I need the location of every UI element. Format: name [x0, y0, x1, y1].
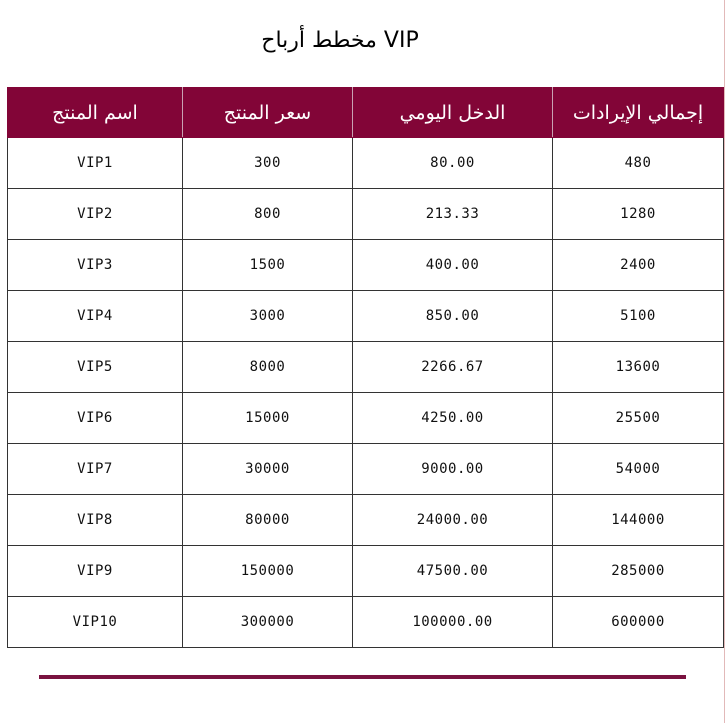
table-row: [8, 342, 724, 393]
cell-daily-income: 850.00: [353, 291, 553, 342]
cell-daily-income: 24000.00: [353, 495, 553, 546]
cell-product-name: VIP4: [8, 291, 183, 342]
table-row: [8, 291, 724, 342]
table-row: [8, 495, 724, 546]
cell-daily-income: 9000.00: [353, 444, 553, 495]
table-row: [8, 189, 724, 240]
cell-daily-income: 400.00: [353, 240, 553, 291]
cell-daily-income: 4250.00: [353, 393, 553, 444]
cell-product-price: 800: [183, 189, 353, 240]
frame-border: [724, 0, 725, 723]
header-product-price: سعر المنتج: [183, 88, 353, 138]
cell-product-name: VIP2: [8, 189, 183, 240]
cell-product-name: VIP6: [8, 393, 183, 444]
cell-total-revenue: 5100: [553, 291, 724, 342]
vip-profit-table: [7, 87, 724, 648]
bottom-divider: [39, 675, 686, 679]
table-row: [8, 138, 724, 189]
cell-product-price: 3000: [183, 291, 353, 342]
cell-product-price: 150000: [183, 546, 353, 597]
table-row: [8, 240, 724, 291]
cell-product-price: 8000: [183, 342, 353, 393]
cell-total-revenue: 144000: [553, 495, 724, 546]
cell-product-name: VIP7: [8, 444, 183, 495]
cell-daily-income: 2266.67: [353, 342, 553, 393]
cell-daily-income: 100000.00: [353, 597, 553, 648]
cell-product-name: VIP3: [8, 240, 183, 291]
cell-product-name: VIP10: [8, 597, 183, 648]
table-row: [8, 444, 724, 495]
cell-product-price: 15000: [183, 393, 353, 444]
cell-total-revenue: 1280: [553, 189, 724, 240]
cell-total-revenue: 600000: [553, 597, 724, 648]
cell-product-name: VIP8: [8, 495, 183, 546]
table-row: [8, 393, 724, 444]
cell-product-name: VIP1: [8, 138, 183, 189]
cell-total-revenue: 25500: [553, 393, 724, 444]
cell-daily-income: 80.00: [353, 138, 553, 189]
cell-product-price: 30000: [183, 444, 353, 495]
cell-total-revenue: 480: [553, 138, 724, 189]
cell-product-price: 300: [183, 138, 353, 189]
cell-total-revenue: 285000: [553, 546, 724, 597]
cell-daily-income: 47500.00: [353, 546, 553, 597]
header-total-revenue: إجمالي الإيرادات: [553, 88, 724, 138]
header-daily-income: الدخل اليومي: [353, 88, 553, 138]
cell-daily-income: 213.33: [353, 189, 553, 240]
cell-total-revenue: 54000: [553, 444, 724, 495]
cell-product-price: 80000: [183, 495, 353, 546]
cell-product-price: 1500: [183, 240, 353, 291]
cell-product-name: VIP5: [8, 342, 183, 393]
cell-total-revenue: 13600: [553, 342, 724, 393]
table-header-row: [8, 88, 724, 138]
page-title: VIP مخطط أرباح: [261, 28, 419, 53]
cell-product-price: 300000: [183, 597, 353, 648]
header-product-name: اسم المنتج: [8, 88, 183, 138]
table-row: [8, 546, 724, 597]
cell-total-revenue: 2400: [553, 240, 724, 291]
cell-product-name: VIP9: [8, 546, 183, 597]
table-row: [8, 597, 724, 648]
